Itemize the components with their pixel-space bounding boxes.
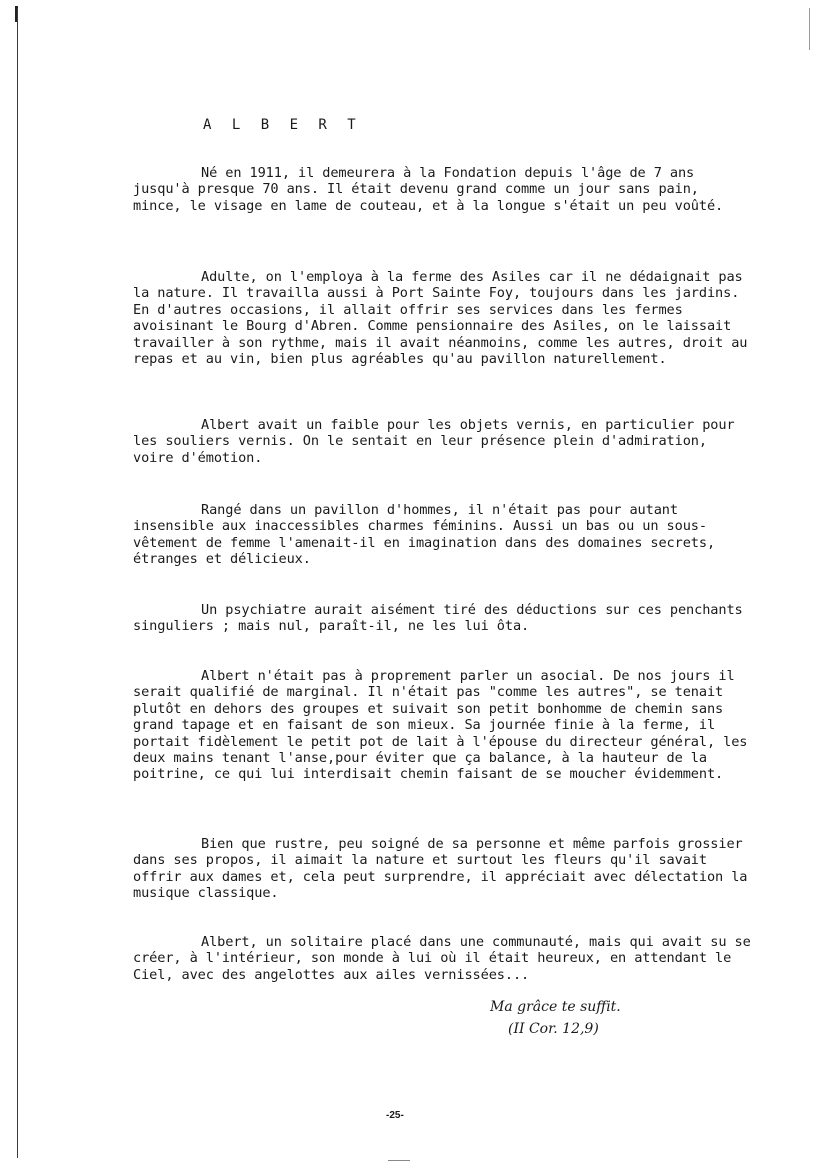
closing-quote: [490, 996, 621, 1040]
paragraph-4: Rangé dans un pavillon d'hommes, il n'était pas pour autant insensible aux inaccessibles charmes féminins. Aussi un bas ou un sous-vêtement de femme l'amenait-il en imagination dans des domaines secrets, étranges et délicieux.: [133, 502, 716, 568]
paragraph-1: Né en 1911, il demeurera à la Fondation depuis l'âge de 7 ans jusqu'à presque 70 ans. Il était devenu grand comme un jour sans pain, mince, le visage en lame de couteau, et à la longue s'était un peu voûté.: [133, 165, 724, 214]
page-number: -25-: [386, 1110, 404, 1121]
paragraph-2: Adulte, on l'employa à la ferme des Asiles car il ne dédaignait pas la nature. Il travailla aussi à Port Sainte Foy, toujours dans les jardins. En d'autres occasions, il allait offrir ses services dans les fermes avoisinant le Bourg d'Abren. Comme pensionnaire des Asiles, on le laissait travailler à son rythme, mais il avait néanmoins, comme les autres, droit au repas et au vin, bien plus agréables qu'au pavillon naturellement.: [133, 269, 748, 368]
paragraph-7: Bien que rustre, peu soigné de sa personne et même parfois grossier dans ses propos, il aimait la nature et surtout les fleurs qu'il savait offrir aux dames et, cela peut surprendre, il appréciait avec délectation la musique classique.: [133, 836, 748, 902]
paragraph-3: Albert avait un faible pour les objets vernis, en particulier pour les souliers vernis. On le sentait en leur présence plein d'admiration, voire d'émotion.: [133, 417, 735, 466]
quote-text: Ma grâce te suffit.: [490, 999, 621, 1015]
scan-edge-right: [809, 8, 810, 50]
paragraph-5: Un psychiatre aurait aisément tiré des déductions sur ces penchants singuliers ; mais nul, paraît-il, ne les lui ôta.: [133, 602, 743, 635]
document-title: A L B E R T: [203, 117, 362, 133]
paragraph-6: Albert n'était pas à proprement parler un asocial. De nos jours il serait qualifié de marginal. Il n'était pas "comme les autres", se tenait plutôt en dehors des groupes et suivait son petit bonhomme de chemin sans grand tapage et en faisant de son mieux. Sa journée finie à la ferme, il portait fidèlement le petit pot de lait à l'épouse du directeur général, les deux mains tenant l'anse,pour éviter que ça balance, à la hauteur de la poitrine, ce qui lui interdisait chemin faisant de se moucher évidemment.: [133, 668, 748, 783]
scan-bottom-mark: [388, 1160, 410, 1161]
quote-reference: (II Cor. 12,9): [508, 1021, 599, 1037]
scan-edge-left: [17, 8, 18, 1158]
paragraph-8: Albert, un solitaire placé dans une communauté, mais qui avait su se créer, à l'intérieur, son monde à lui où il était heureux, en attendant le Ciel, avec des angelottes aux ailes vernissées...: [133, 934, 751, 983]
